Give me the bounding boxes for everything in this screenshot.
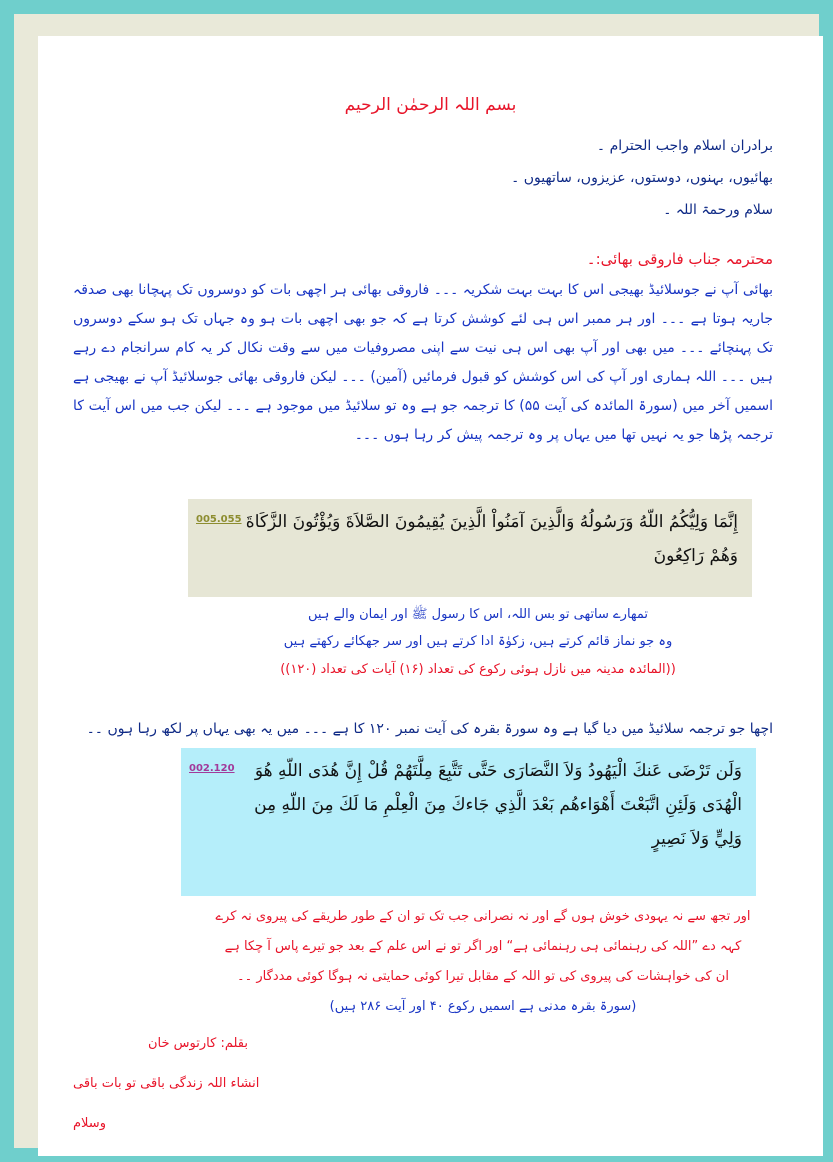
translation-2-line-4: (سورۃ بقرہ مدنی ہے اسمیں رکوع ۴۰ اور آیت ۲۸۶ ہیں) (329, 999, 637, 1014)
translation-2-line-2: کہہ دے ”اللہ کی رہنمائی ہی رہنمائی ہے“ اور اگر تو نے اس علم کے بعد جو تیرے پاس آ چکا ہے (224, 939, 742, 954)
intro-paragraph: بھائی آپ نے جوسلائیڈ بھیجی اس کا بہت بہت شکریہ ۔۔۔ فاروقی بھائی ہر اچھی بات کو دوسروں تک پہچانا بھی صدقہ جاریہ ہوتا ہے ۔۔۔ اور ہر ممبر اس ہی لئے کوشش کرتا ہے کہ جو بھی اچھی بات ہو وہ جہاں تک ہو سکے دوسروں تک پہنچائے ۔۔۔ میں بھی اور آپ بھی اس ہی نیت سے اپنی مصروفیات میں سے وقت نکال کر یہ کام سرانجام دے رہے ہیں ۔۔۔ اللہ ہماری اور آپ کی اس کوشش کو قبول فرمائیں (آمین) ۔۔۔ لیکن فاروقی بھائی جوسلائیڈ آپ نے بھیجی ہے اسمیں آخر میں (سورۃ المائدہ کی آیت ۵۵) کا ترجمہ جو ہے وہ تو سلائیڈ میں موجود ہے ۔۔۔ لیکن جب میں اس آیت کا ترجمہ پڑھا جو یہ نہیں تھا میں یہاں پر وہ ترجمہ پیش کر رہا ہوں ۔۔۔ (73, 282, 773, 443)
verse-text-1: إِنَّمَا وَلِيُّكُمُ اللّهُ وَرَسُولُهُ وَالَّذِينَ آمَنُواْ الَّذِينَ يُقِيمُونَ الصَّلاَةَ وَيُؤْتُونَ الزَّكَاةَ وَهُمْ رَاكِعُونَ (245, 512, 738, 566)
translation-1-line-1: تمھارے ساتھی تو بس اللہ، اس کا رسول ﷺ اور ایمان والے ہیں (307, 607, 649, 622)
bismillah-heading: بسم اللہ الرحمٰن الرحیم (344, 95, 517, 115)
quran-verse-box-1 (188, 499, 752, 597)
greeting-line-3: سلام ورحمۃ اللہ ۔ (663, 202, 773, 218)
page-border (14, 14, 819, 1148)
document-page (38, 36, 823, 1156)
closing-salutation: وسلام (73, 1116, 106, 1131)
translation-1-line-2: وہ جو نماز قائم کرتے ہیں، زکوٰۃ ادا کرتے ہیں اور سر جھکائے رکھتے ہیں (283, 634, 673, 649)
quran-verse-box-2 (181, 748, 756, 896)
addressee-line: محترمہ جناب فاروقی بھائی:۔ (586, 250, 773, 268)
greeting-line-2: بھائیوں، بہنوں، دوستوں، عزیزوں، ساتھیوں ۔ (511, 170, 773, 186)
translation-2-line-1: اور تجھ سے نہ یہودی خوش ہوں گے اور نہ نصرانی جب تک تو ان کے طور طریقے کی پیروی نہ کرے (215, 909, 751, 924)
closing-wish: انشاء اللہ زندگی باقی تو بات باقی (73, 1076, 260, 1091)
verse-text-2: وَلَن تَرْضَى عَنكَ الْيَهُودُ وَلاَ النَّصَارَى حَتَّى تَتَّبِعَ مِلَّتَهُمْ قُلْ إِنَّ هُدَى اللّهِ هُوَ الْهُدَى وَلَئِنِ اتَّبَعْتَ أَهْوَاءهُم بَعْدَ الَّذِي جَاءكَ مِنَ الْعِلْمِ مَا لَكَ مِنَ اللّهِ مِن وَلِيٍّ وَلاَ نَصِيرٍ (254, 761, 742, 849)
translation-2-line-3: ان کی خواہشات کی پیروی کی تو اللہ کے مقابل تیرا کوئی حمایتی نہ ہوگا کوئی مددگار ۔۔ (237, 969, 729, 984)
author-signature: بقلم: کارتوس خان (148, 1036, 248, 1051)
mid-paragraph: اچھا جو ترجمہ سلائیڈ میں دیا گیا ہے وہ سورۃ بقرہ کی آیت نمبر ۱۲۰ کا ہے ۔۔۔ میں یہ بھی یہاں پر لکھ رہا ہوں ۔۔ (86, 721, 773, 737)
greeting-line-1: برادران اسلام واجب الحترام ۔ (596, 138, 773, 154)
verse-reference-link-1[interactable]: 005.055 (196, 514, 242, 525)
verse-reference-link-2[interactable]: 002.120 (189, 763, 235, 774)
translation-1-line-3: ((المائدہ مدینہ میں نازل ہوئی رکوع کی تعداد (۱۶) آیات کی تعداد (۱۲۰)) (280, 662, 676, 677)
